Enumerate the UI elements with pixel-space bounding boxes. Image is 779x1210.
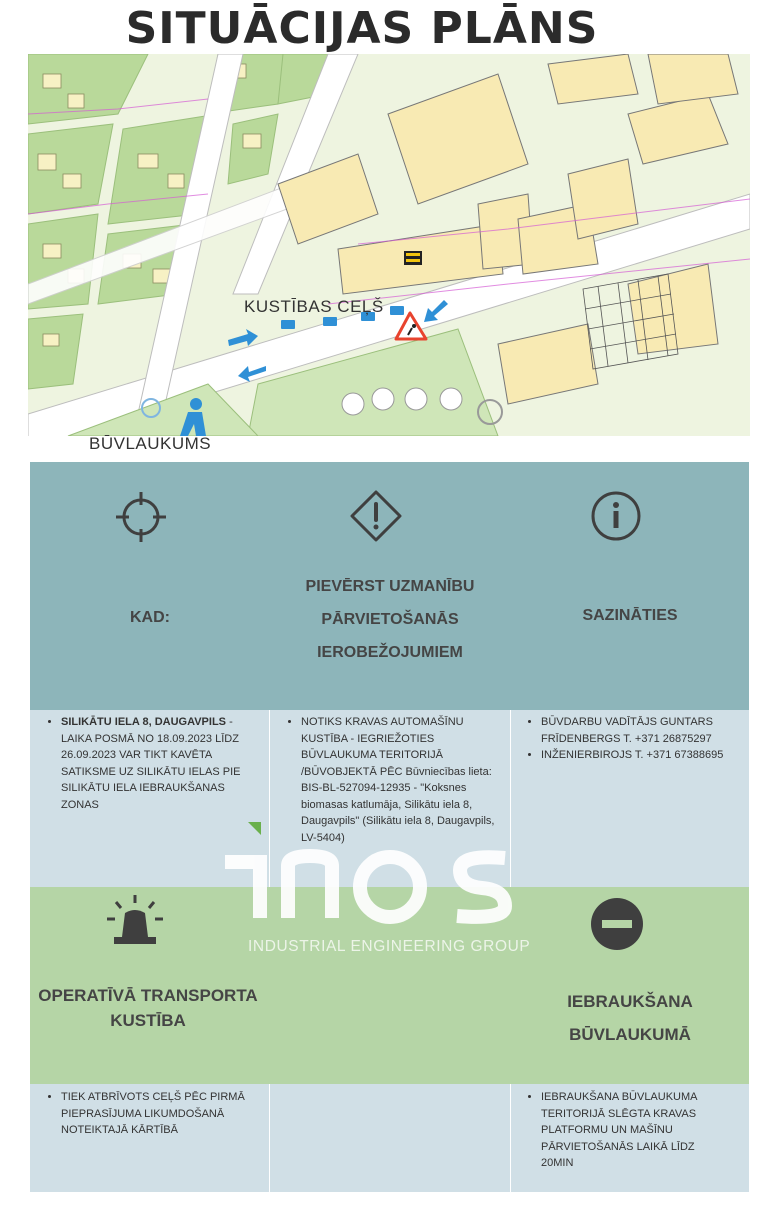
info-icon	[590, 490, 642, 542]
attention-heading-line: IEROBEŽOJUMIEM	[317, 644, 463, 661]
transport-heading	[30, 983, 266, 1033]
attention-heading-line: PĀRVIETOŠANĀS	[321, 611, 459, 628]
transport-heading-line: KUSTĪBA	[110, 1011, 186, 1030]
crosshair-icon	[113, 489, 169, 545]
list-item: • TIEK ATBRĪVOTS CEĻŠ PĒC PIRMĀ PIEPRASĪJUMA LIKUMDOŠANĀ NOTEIKTAJĀ KĀRTĪBĀ	[61, 1089, 258, 1139]
transport-heading-line: OPERATĪVĀ TRANSPORTA	[38, 986, 258, 1005]
inos-logo	[220, 818, 530, 958]
entry-heading-line: BŪVLAUKUMĀ	[569, 1025, 691, 1044]
kad-heading: KAD:	[130, 609, 170, 626]
contact-heading: SAZINĀTIES	[582, 607, 678, 624]
entry-text	[526, 1089, 726, 1172]
contact-text	[526, 714, 736, 764]
contact-item: • BŪVDARBU VADĪTĀJS GUNTARS FRĪDENBERGS T. +371 26875297	[541, 714, 736, 747]
siren-icon	[104, 893, 166, 947]
warning-diamond-icon	[349, 489, 403, 543]
inos-tagline: INDUSTRIAL ENGINEERING GROUP	[248, 938, 530, 955]
transport-text	[46, 1089, 258, 1139]
no-entry-icon	[590, 897, 644, 951]
attention-heading	[275, 570, 505, 669]
entry-heading-line: IEBRAUKŠANA	[567, 992, 693, 1011]
map-drawing	[28, 54, 750, 436]
situation-map	[28, 54, 750, 436]
entry-heading	[520, 985, 740, 1051]
column-divider	[269, 1084, 270, 1192]
column-divider	[510, 1084, 511, 1192]
page-title: SITUĀCIJAS PLĀNS	[125, 3, 599, 54]
kad-text	[46, 714, 258, 813]
kad-description: - LAIKA POSMĀ NO 18.09.2023 LĪDZ 26.09.2023 VAR TIKT KAVĒTA SATIKSME UZ SILIKĀTU IELAS PIE SILIKĀTU IELA IEBRAUKŠANAS ZONAS	[61, 716, 241, 811]
kad-address: SILIKĀTU IELA 8, DAUGAVPILS	[61, 716, 227, 728]
attention-heading-line: PIEVĒRST UZMANĪBU	[305, 578, 475, 595]
contact-item: • INŽENIERBIROJS T. +371 67388695	[541, 747, 736, 764]
list-item	[61, 714, 258, 813]
list-item: • NOTIKS KRAVAS AUTOMAŠĪNU KUSTĪBA - IEGRIEŽOTIES BŪVLAUKUMA TERITORIJĀ /BŪVOBJEKTĀ PĒC Būvniecības lieta: BIS-BL-527094-12935 - "Koksnes biomasas katlumāja, Silikātu iela 8, Daugavpils" (Silikātu iela 8, Daugavpils, LV-5404)	[301, 714, 504, 846]
list-item: • IEBRAUKŠANA BŪVLAUKUMA TERITORIJĀ SLĒGTA KRAVAS PLATFORMU UN MAŠĪNU PĀRVIETOŠANĀS LAIKĀ LĪDZ 20MIN	[541, 1089, 726, 1172]
road-label: KUSTĪBAS CEĻŠ	[244, 297, 384, 316]
site-label: BŪVLAUKUMS	[89, 434, 212, 453]
